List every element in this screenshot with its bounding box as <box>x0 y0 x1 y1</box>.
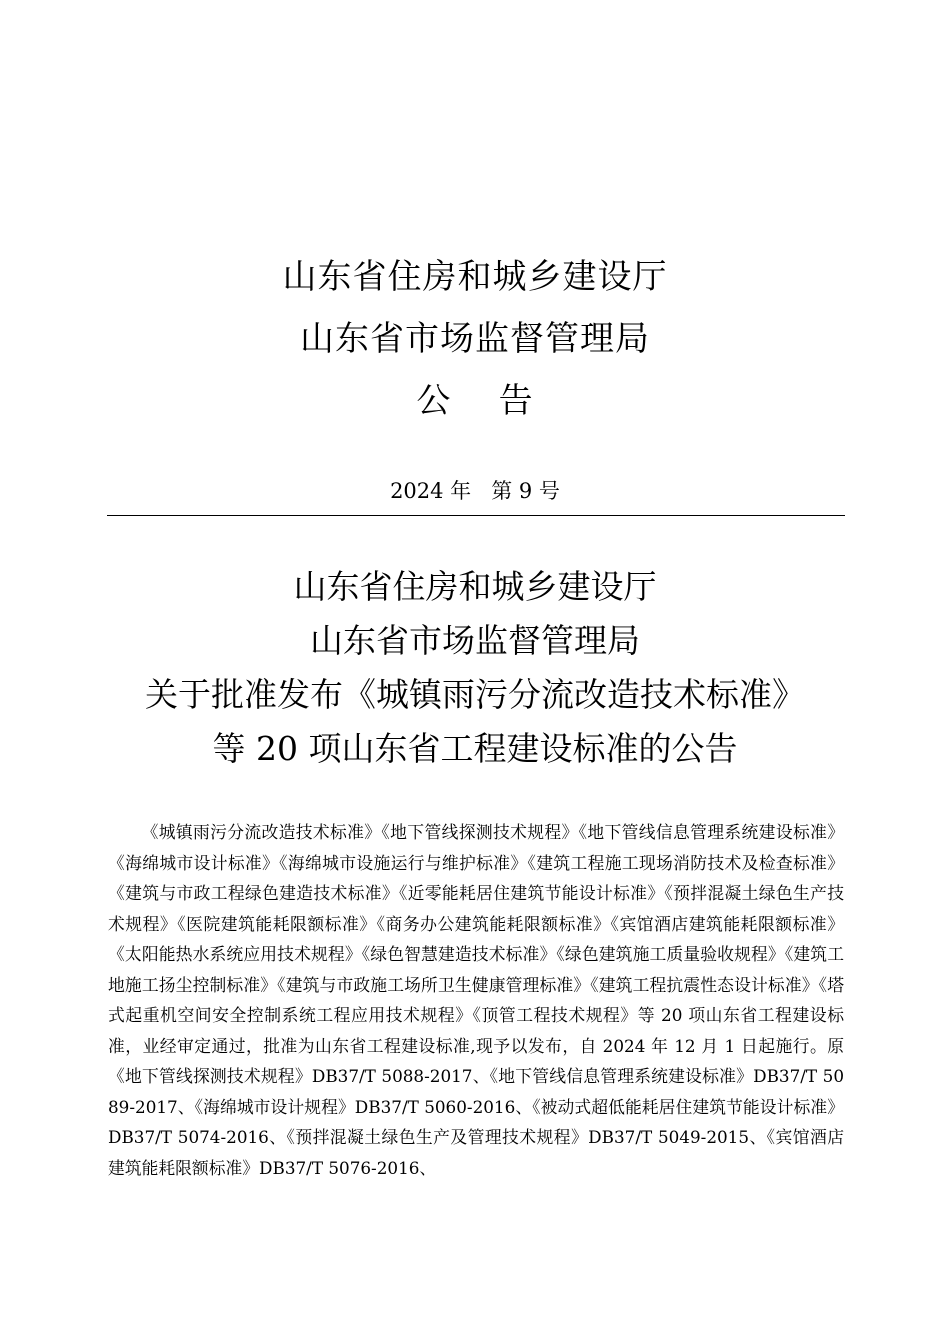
issuer-header <box>0 246 950 432</box>
title-line-1: 山东省住房和城乡建设厅 <box>293 567 657 606</box>
body-paragraph: 《城镇雨污分流改造技术标准》《地下管线探测技术规程》《地下管线信息管理系统建设标准》《海绵城市设计标准》《海绵城市设施运行与维护标准》《建筑工程施工现场消防技术及检查标准》《建筑与市政工程绿色建造技术标准》《近零能耗居住建筑节能设计标准》《预拌混凝土绿色生产技术规程》《医院建筑能耗限额标准》《商务办公建筑能耗限额标准》《宾馆酒店建筑能耗限额标准》《太阳能热水系统应用技术规程》《绿色智慧建造技术标准》《绿色建筑施工质量验收规程》《建筑工地施工扬尘控制标准》《建筑与市政施工场所卫生健康管理标准》《建筑工程抗震性态设计标准》《塔式起重机空间安全控制系统工程应用技术规程》《顶管工程技术规程》等 20 项山东省工程建设标准，业经审定通过，批准为山东省工程建设标准,现予以发布，自 2024 年 12 月 1 日起施行。原《地下管线探测技术规程》DB37/T 5088-2017、《地下管线信息管理系统建设标准》DB37/T 5089-2017、《海绵城市设计规程》DB37/T 5060-2016、《被动式超低能耗居住建筑节能设计标准》DB37/T 5074-2016、《预拌混凝土绿色生产及管理技术规程》DB37/T 5049-2015、《宾馆酒店建筑能耗限额标准》DB37/T 5076-2016、 <box>108 822 844 1178</box>
announcement-title <box>0 560 950 776</box>
document-number: 2024 年 第 9 号 <box>390 479 560 503</box>
issuer-name-housing-department: 山东省住房和城乡建设厅 <box>282 257 668 297</box>
notice-label: 公 告 <box>416 381 534 421</box>
title-line-2: 山东省市场监督管理局 <box>310 621 640 660</box>
title-line-4: 等 20 项山东省工程建设标准的公告 <box>212 729 738 768</box>
title-line-3: 关于批准发布《城镇雨污分流改造技术标准》 <box>145 675 805 714</box>
header-divider <box>107 515 845 516</box>
issuer-name-market-supervision: 山东省市场监督管理局 <box>300 319 650 359</box>
